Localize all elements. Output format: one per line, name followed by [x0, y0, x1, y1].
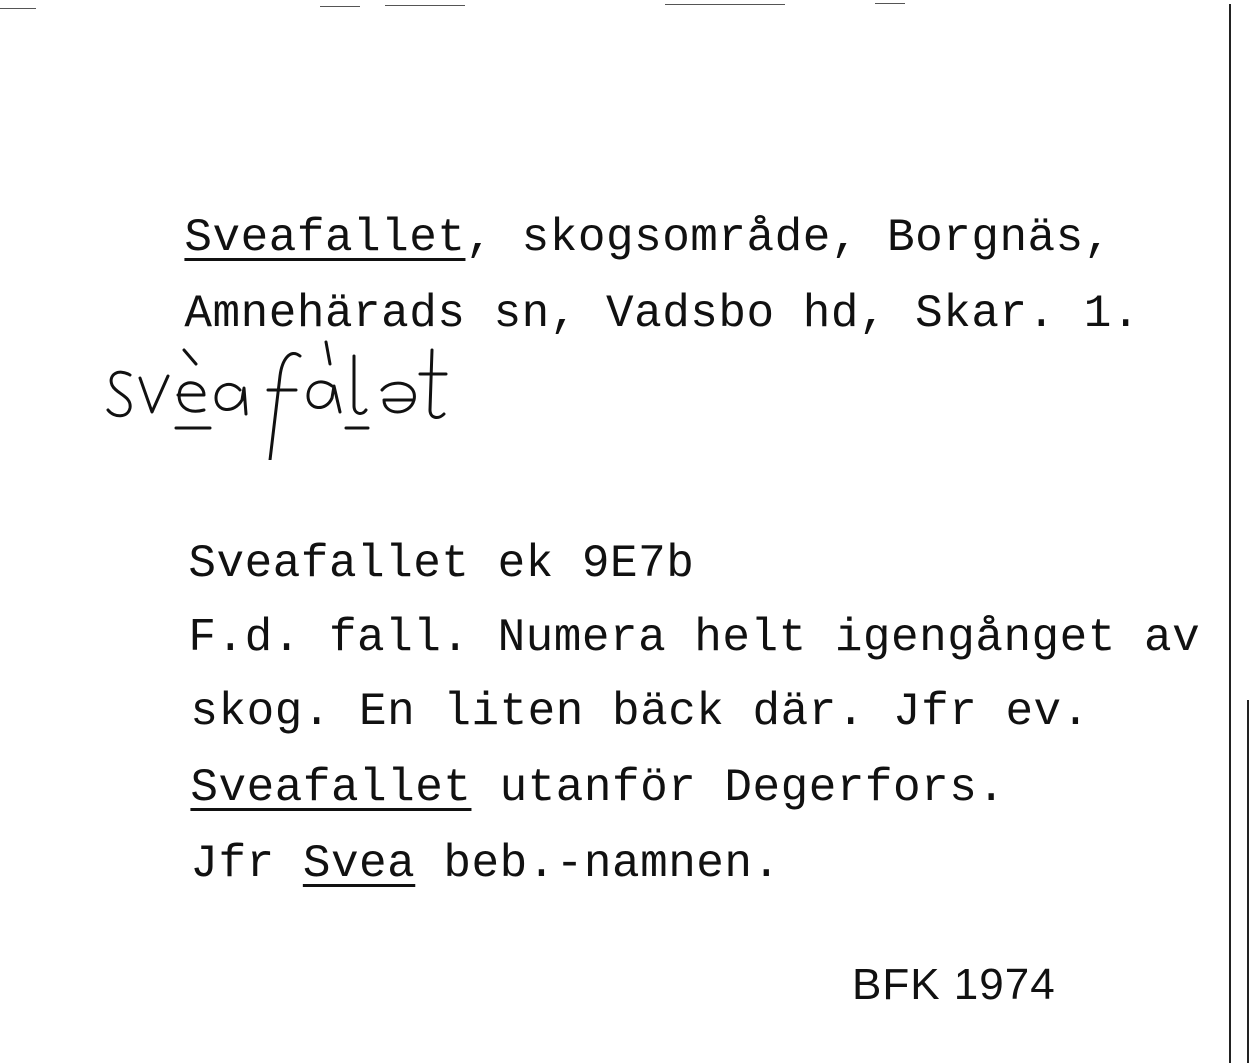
handwritten-phonetic-transcription [100, 320, 560, 460]
map-reference: Sveafallet ek 9E7b [188, 538, 695, 590]
scan-mark [0, 8, 36, 9]
place-name: Sveafallet [184, 212, 466, 264]
card-edge-line [1247, 700, 1249, 1063]
scan-mark [665, 4, 785, 5]
signature [852, 960, 1056, 1010]
signature-text: BFK 1974 [852, 960, 1056, 1009]
body-text: Jfr [190, 838, 303, 890]
scan-mark [385, 5, 465, 6]
scan-mark [875, 3, 905, 4]
scan-mark [320, 6, 360, 7]
body-text: skog. En liten bäck där. Jfr ev. [190, 686, 1090, 738]
phonetic-text: svèafálət [100, 320, 106, 321]
card-edge-line [1229, 4, 1231, 1063]
body-line-5 [78, 786, 781, 942]
cross-reference-name: Svea [302, 838, 416, 890]
heading-location: Amnehärads sn, Vadsbo hd, Skar. 1. [184, 288, 1140, 340]
body-text: beb.-namnen. [415, 838, 781, 890]
cross-reference-name: Sveafallet [190, 762, 472, 814]
heading-description: , skogsområde, Borgnäs, [465, 212, 1112, 264]
body-text: utanför Degerfors. [471, 762, 1006, 814]
body-text: F.d. fall. Numera helt igengånget av [188, 612, 1201, 664]
